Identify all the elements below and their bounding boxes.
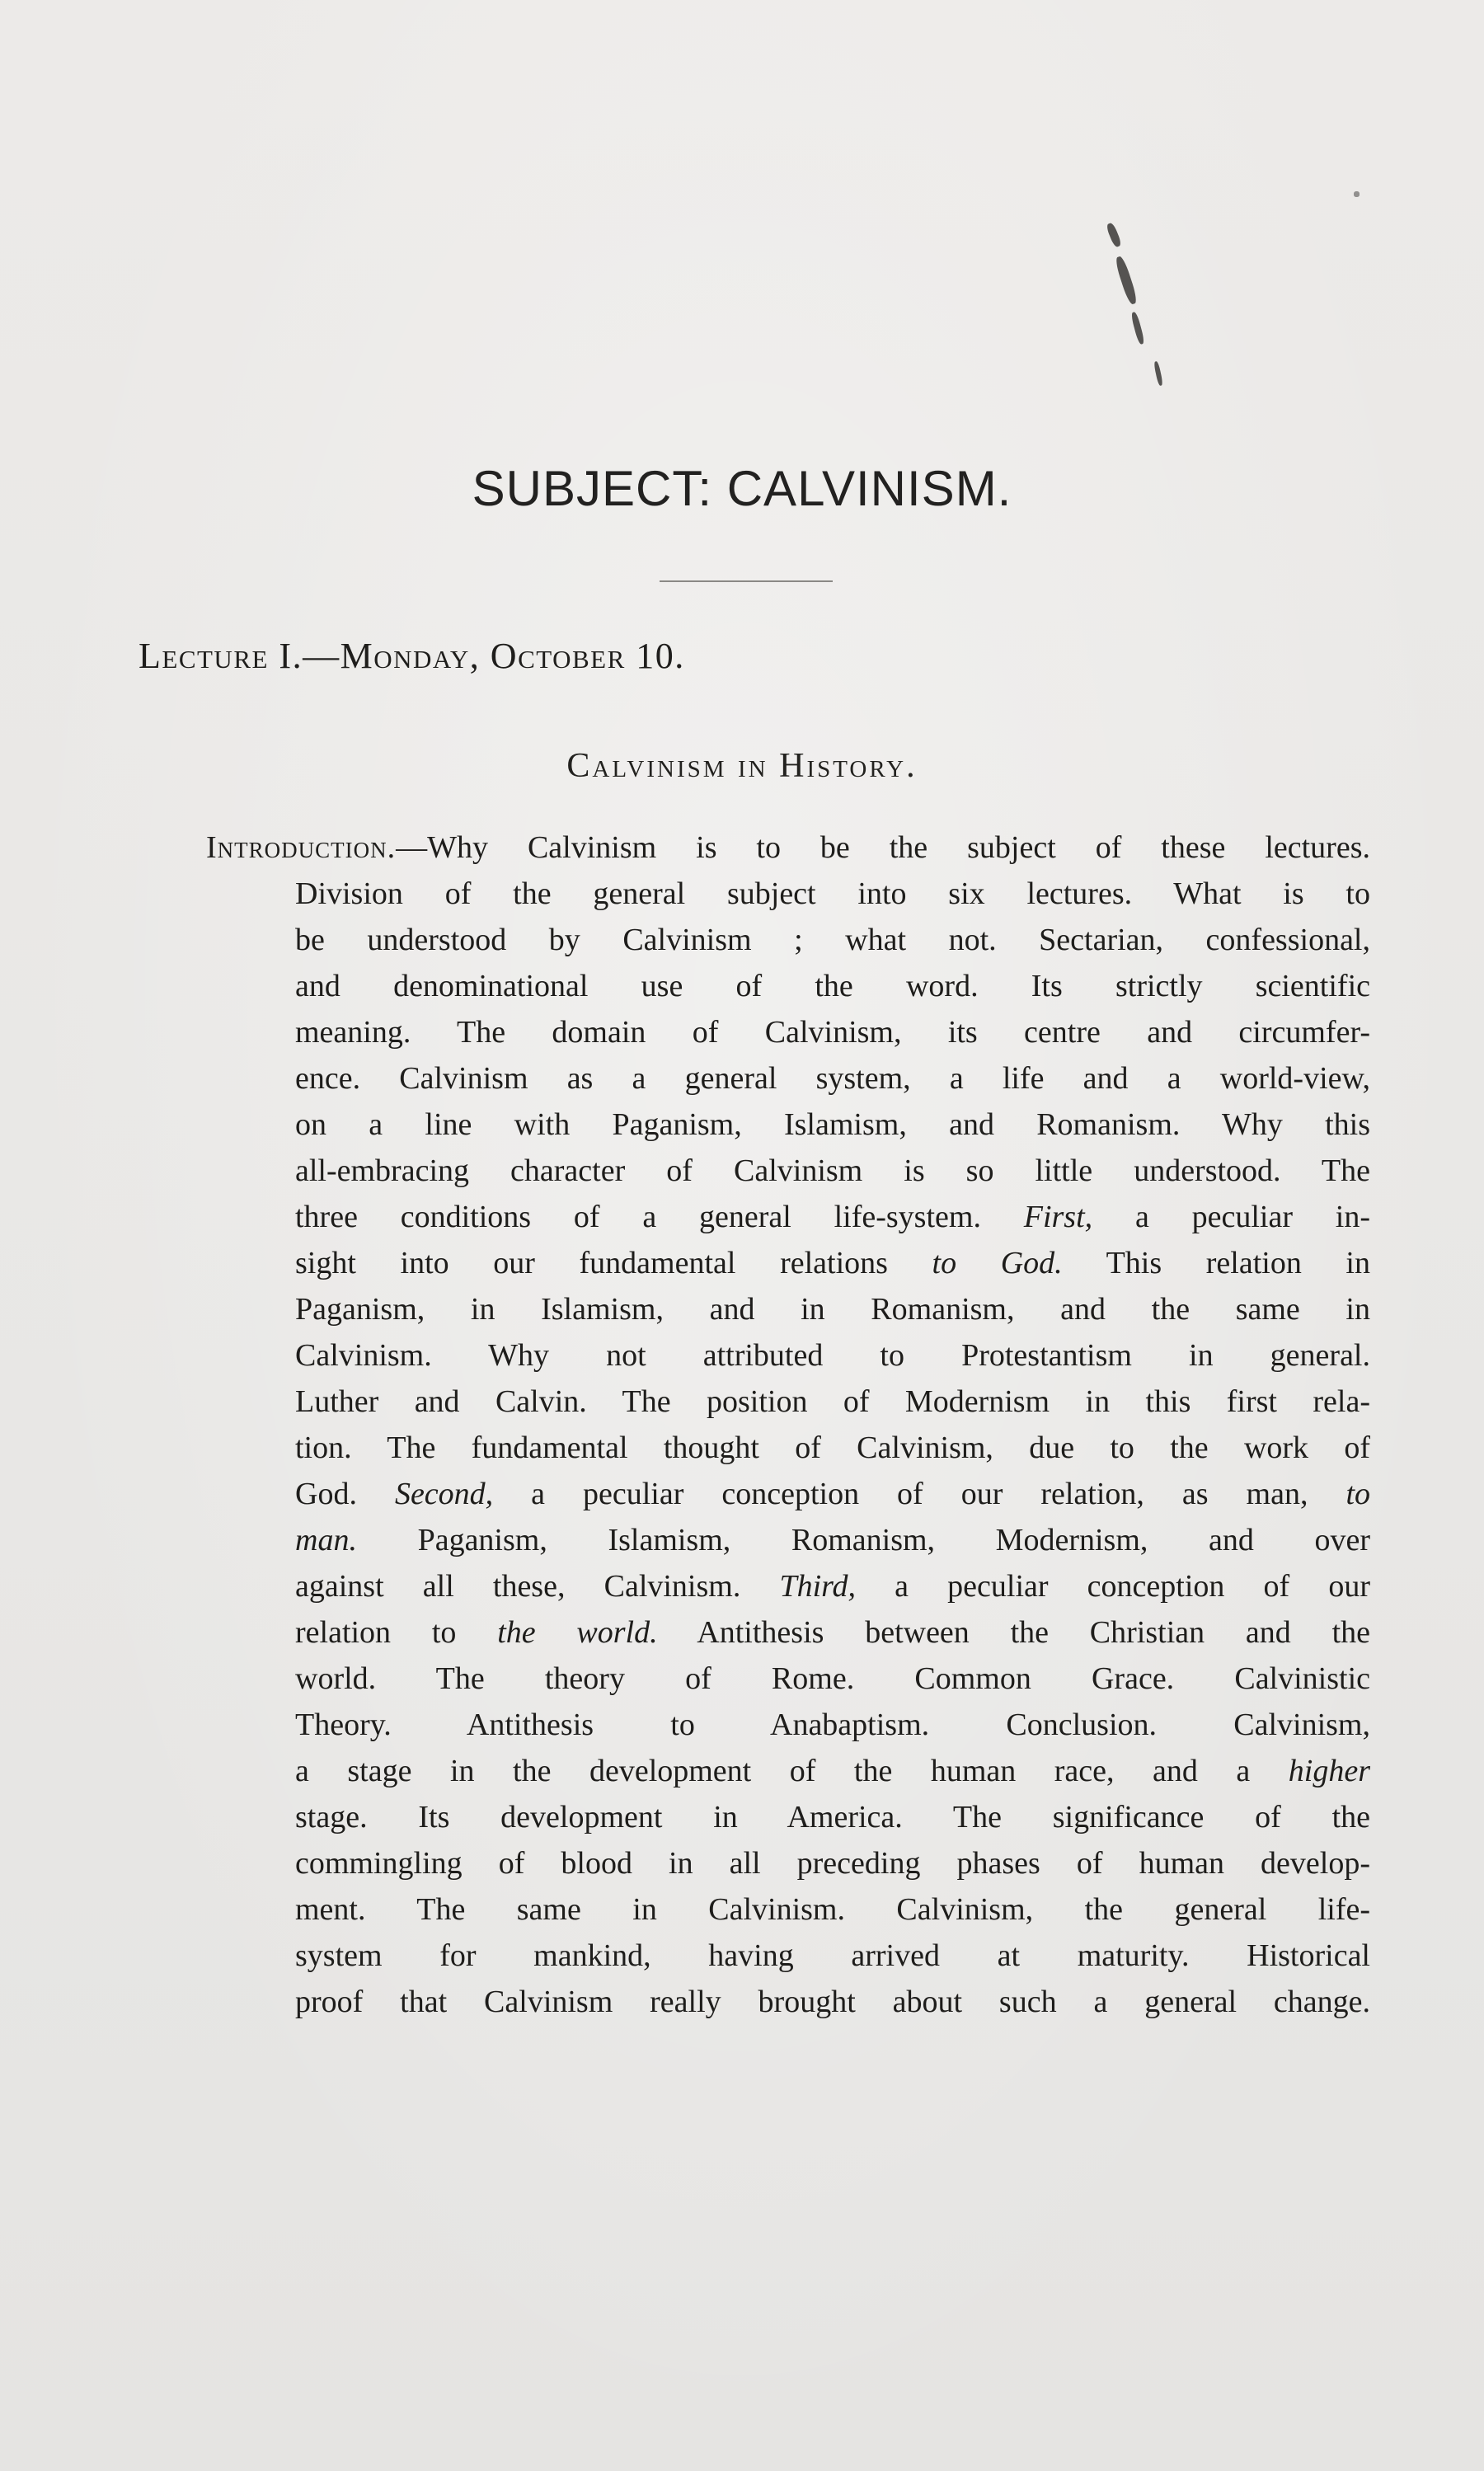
paragraph-line: [295, 1609, 1370, 1656]
paragraph-line: [206, 824, 1370, 871]
paragraph-line: [295, 1009, 1370, 1055]
paragraph-line: [295, 1240, 1370, 1286]
line-text: God.: [295, 1477, 395, 1511]
line-text: a stage in the development of the human race, and a: [295, 1754, 1289, 1788]
introduction-label: Introduction.: [206, 830, 397, 865]
italic-text: First,: [1023, 1200, 1093, 1234]
paragraph-line: [295, 1794, 1370, 1840]
paragraph-line: [295, 1425, 1370, 1471]
line-text: be understood by Calvinism ; what not. Sectarian, confessional,: [295, 923, 1370, 957]
paragraph-line: [295, 963, 1370, 1009]
page-title: SUBJECT: CALVINISM.: [472, 461, 1012, 516]
paragraph-line: [295, 1886, 1370, 1933]
paragraph-line: [295, 1102, 1370, 1148]
line-text: —Why Calvinism is to be the subject of these lectures.: [396, 830, 1370, 865]
line-text: a peculiar conception of our: [856, 1569, 1370, 1604]
line-text: three conditions of a general life-system.: [295, 1200, 1024, 1234]
paragraph-line: [295, 917, 1370, 963]
paragraph-line: [295, 1332, 1370, 1379]
line-text: ence. Calvinism as a general system, a life and a world-view,: [295, 1061, 1370, 1096]
paragraph-line: [295, 1517, 1370, 1563]
ink-mark: [1130, 312, 1145, 345]
italic-text: Third,: [779, 1569, 857, 1604]
line-text: against all these, Calvinism.: [295, 1569, 780, 1604]
line-text: Paganism, Islamism, Romanism, Modernism, and over: [356, 1523, 1370, 1557]
paragraph-line: [295, 871, 1370, 917]
paragraph-line: [295, 1563, 1370, 1609]
paragraph-line: [295, 1979, 1370, 2025]
paragraph-line: [295, 1656, 1370, 1702]
line-text: commingling of blood in all preceding phases of human develop-: [295, 1846, 1370, 1881]
line-text: meaning. The domain of Calvinism, its centre and circumfer-: [295, 1015, 1370, 1050]
title-divider: [660, 580, 833, 582]
line-text: and denominational use of the word. Its strictly scientific: [295, 969, 1370, 1003]
line-text: sight into our fundamental relations: [295, 1246, 932, 1280]
paragraph-line: [295, 1286, 1370, 1332]
ink-speck: [1354, 191, 1360, 197]
line-text: Paganism, in Islamism, and in Romanism, and the same in: [295, 1292, 1370, 1327]
ink-mark: [1114, 256, 1139, 306]
paragraph-line: [295, 1055, 1370, 1102]
paragraph-line: [295, 1471, 1370, 1517]
italic-text: man.: [295, 1523, 357, 1557]
line-text: all-embracing character of Calvinism is so little understood. The: [295, 1153, 1370, 1188]
italic-text: Second,: [394, 1477, 494, 1511]
paragraph-line: [295, 1148, 1370, 1194]
line-text: Division of the general subject into six lectures. What is to: [295, 876, 1370, 911]
italic-text: higher: [1288, 1754, 1370, 1788]
line-text: Antithesis between the Christian and the: [657, 1615, 1370, 1650]
line-text: This relation in: [1062, 1246, 1370, 1280]
line-text: system for mankind, having arrived at maturity. Historical: [295, 1938, 1370, 1973]
italic-text: to: [1345, 1477, 1370, 1511]
italic-text: to God.: [932, 1246, 1063, 1280]
line-text: a peculiar conception of our relation, as man,: [493, 1477, 1346, 1511]
paragraph-line: [295, 1702, 1370, 1748]
section-heading: Calvinism in History.: [566, 747, 918, 785]
line-text: proof that Calvinism really brought about such a general change.: [295, 1985, 1370, 2019]
paragraph-line: [295, 1379, 1370, 1425]
line-text: relation to: [295, 1615, 498, 1650]
line-text: a peculiar in-: [1092, 1200, 1370, 1234]
line-text: world. The theory of Rome. Common Grace. Calvinistic: [295, 1661, 1370, 1696]
ink-mark: [1153, 361, 1163, 387]
line-text: Calvinism. Why not attributed to Protestantism in general.: [295, 1338, 1370, 1373]
paragraph-line: [295, 1840, 1370, 1886]
line-text: ment. The same in Calvinism. Calvinism, the general life-: [295, 1892, 1370, 1927]
paragraph-line: [295, 1194, 1370, 1240]
italic-text: the world.: [497, 1615, 658, 1650]
line-text: on a line with Paganism, Islamism, and Romanism. Why this: [295, 1107, 1370, 1142]
paragraph-line: [295, 1748, 1370, 1794]
paragraph-line: [295, 1933, 1370, 1979]
lecture-heading: Lecture I.—Monday, October 10.: [139, 636, 685, 676]
line-text: Luther and Calvin. The position of Modernism in this first rela-: [295, 1384, 1370, 1419]
line-text: tion. The fundamental thought of Calvinism, due to the work of: [295, 1430, 1370, 1465]
line-text: Theory. Antithesis to Anabaptism. Conclusion. Calvinism,: [295, 1708, 1370, 1742]
line-text: stage. Its development in America. The significance of the: [295, 1800, 1370, 1834]
ink-mark: [1106, 222, 1123, 248]
